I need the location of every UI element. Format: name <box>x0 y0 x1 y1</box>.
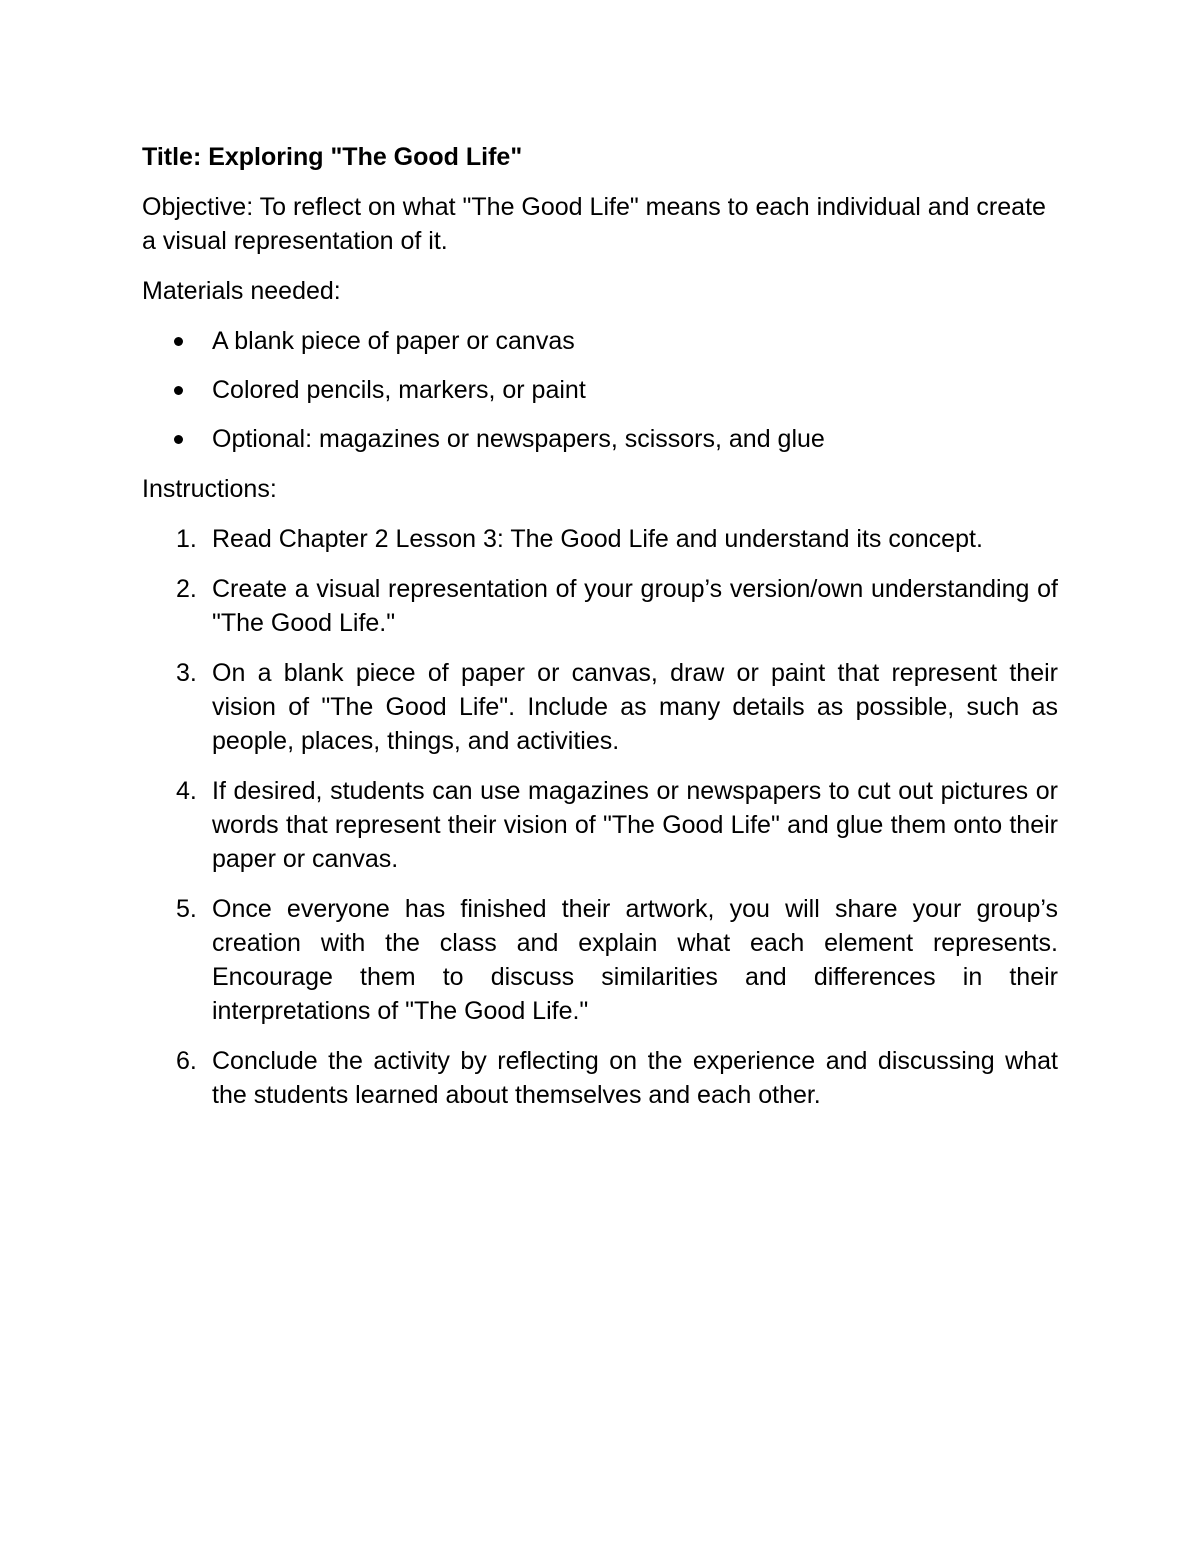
instruction-number: 1. <box>176 525 197 553</box>
instruction-number: 5. <box>176 895 197 923</box>
instructions-list <box>142 522 1058 1112</box>
instruction-number: 6. <box>176 1047 197 1075</box>
instruction-number: 4. <box>176 777 197 805</box>
instructions-heading: Instructions: <box>142 475 277 503</box>
instruction-text: Once everyone has finished their artwork, you will share your group’s creation with the class and explain what each element represents. Encourage them to discuss similarities and differences in their interpretations of "The Good Life." <box>212 895 1058 1025</box>
bullet-icon <box>174 386 183 395</box>
instruction-item <box>142 1044 1058 1112</box>
instruction-text: On a blank piece of paper or canvas, draw or paint that represent their vision of "The Good Life". Include as many details as possible, such as people, places, things, and activities. <box>212 659 1058 755</box>
materials-item-text: A blank piece of paper or canvas <box>212 327 575 355</box>
instruction-item <box>142 522 1058 556</box>
materials-heading: Materials needed: <box>142 277 341 305</box>
materials-list-item <box>142 422 1058 456</box>
instruction-item <box>142 656 1058 758</box>
instruction-item <box>142 892 1058 1028</box>
materials-list <box>142 324 1058 456</box>
materials-list-item <box>142 324 1058 358</box>
instruction-item <box>142 572 1058 640</box>
instruction-number: 3. <box>176 659 197 687</box>
objective-paragraph: Objective: To reflect on what "The Good Life" means to each individual and create a visual representation of it. <box>142 193 1046 255</box>
bullet-icon <box>174 435 183 444</box>
materials-list-item <box>142 373 1058 407</box>
bullet-icon <box>174 337 183 346</box>
instruction-text: Create a visual representation of your group’s version/own understanding of "The Good Life." <box>212 575 1058 637</box>
instruction-text: Read Chapter 2 Lesson 3: The Good Life and understand its concept. <box>212 525 983 553</box>
materials-item-text: Optional: magazines or newspapers, scissors, and glue <box>212 425 825 453</box>
instruction-item <box>142 774 1058 876</box>
instruction-number: 2. <box>176 575 197 603</box>
document-title: Title: Exploring "The Good Life" <box>142 143 523 171</box>
materials-item-text: Colored pencils, markers, or paint <box>212 376 586 404</box>
instruction-text: Conclude the activity by reflecting on the experience and discussing what the students learned about themselves and each other. <box>212 1047 1058 1109</box>
instruction-text: If desired, students can use magazines or newspapers to cut out pictures or words that represent their vision of "The Good Life" and glue them onto their paper or canvas. <box>212 777 1058 873</box>
document-content <box>142 140 1058 1128</box>
